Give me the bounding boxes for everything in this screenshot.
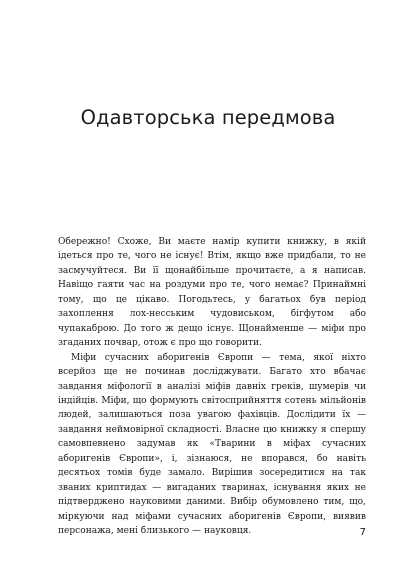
chapter-title: Одавторська передмова <box>80 106 336 129</box>
paragraph: Обережно! Схоже, Ви маєте намір купити книжку, в якій ідеться про те, чого не існує! Втім, якщо вже придбали, то не засмучуйтеся. Ви її щонайбільше прочитаєте, а я написав. Навіщо гаяти час на роздуми про те, чого немає? Принаймні тому, що це цікаво. Погодьтесь, у багатьох був період захоплення лох-несським чудовиськом, бігфутом або чупакаброю. До того ж дещо існує. Щонайменше — міфи про згаданих почвар, отож є про що говорити. <box>58 237 366 349</box>
page-number: 7 <box>359 527 366 538</box>
paragraph: Міфи сучасних аборигенів Європи — тема, якої ніхто всерйоз ще не починав досліджувати. Багато хто вбачає завдання міфології в аналізі міфів давніх греків, шумерів чи індійців. Міфи, що формують світосприйняття сотень мільйонів людей, залишаються поза увагою фахівців. Дослідити їх — завдання неймовірної складності. Власне цю книжку я спершу самовпевнено задумав як «Тварини в міфах сучасних аборигенів Європи», і, зізнаюся, не впорався, бо навіть десятьох томів буде замало. Вирішив зосередитися на так званих криптидах — вигаданих тваринах, існування яких не підтверджено науковими даними. Вибір обумовлено тим, що, міркуючи над міфами сучасних аборигенів Європи, виявив персонажа, мені близького — науковця. <box>58 352 366 537</box>
body-text <box>58 235 366 539</box>
